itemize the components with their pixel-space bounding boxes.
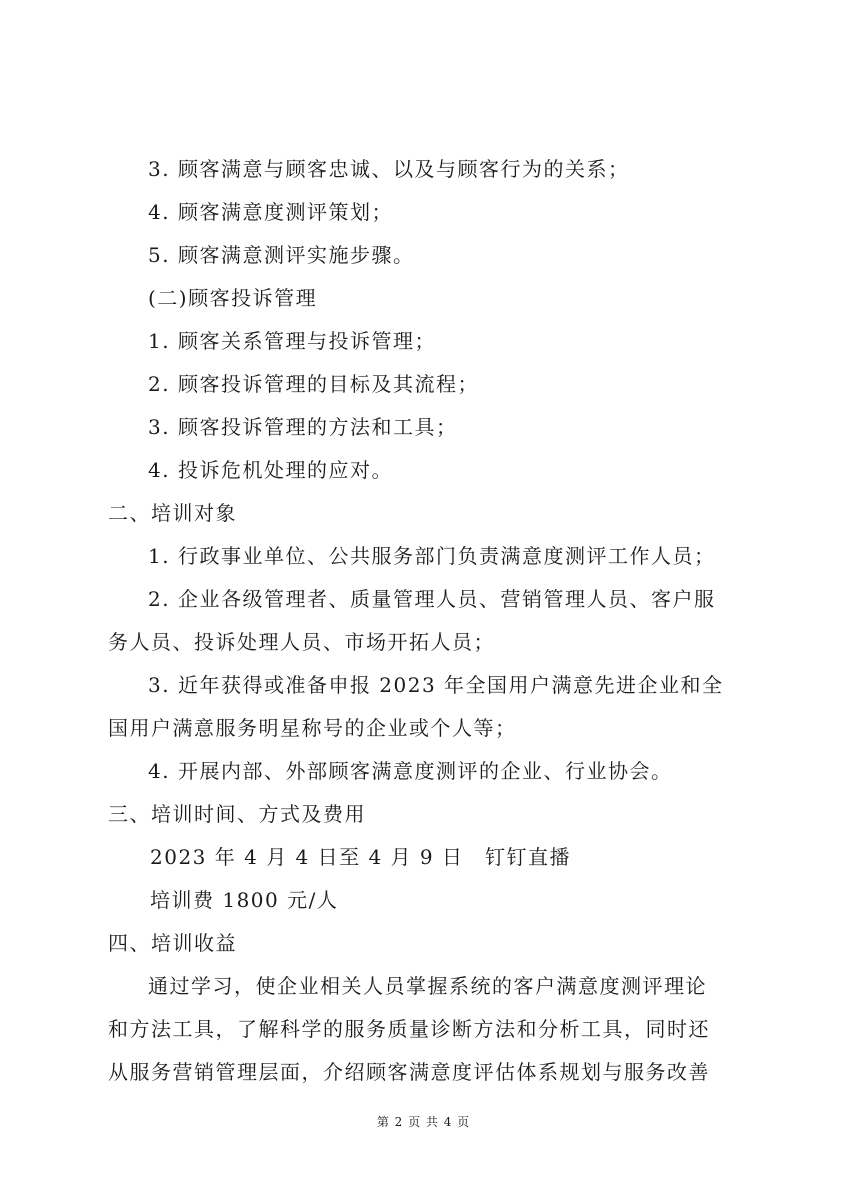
list-item-4-crisis-handling: 4. 投诉危机处理的应对。	[148, 458, 393, 482]
page-number-footer: 第 2 页 共 4 页	[376, 1115, 471, 1129]
benefits-paragraph-line-2: 和方法工具，了解科学的服务质量诊断方法和分析工具，同时还	[108, 1017, 710, 1041]
list-item-5-survey-steps: 5. 顾客满意测评实施步骤。	[148, 243, 415, 267]
section-heading-training-benefits: 四、培训收益	[108, 931, 237, 955]
list-item-2-complaint-goals: 2. 顾客投诉管理的目标及其流程；	[148, 372, 479, 396]
list-item-3-satisfaction-loyalty: 3. 顾客满意与顾客忠诚、以及与顾客行为的关系；	[148, 157, 630, 181]
audience-item-1: 1. 行政事业单位、公共服务部门负责满意度测评工作人员；	[148, 544, 716, 568]
benefits-paragraph-line-3: 从服务营销管理层面，介绍顾客满意度评估体系规划与服务改善	[108, 1060, 710, 1084]
audience-item-4: 4. 开展内部、外部顾客满意度测评的企业、行业协会。	[148, 759, 673, 783]
audience-item-3: 3. 近年获得或准备申报 2023 年全国用户满意先进企业和全	[148, 673, 724, 697]
audience-item-2-continued: 务人员、投诉处理人员、市场开拓人员；	[108, 630, 495, 654]
section-heading-training-audience: 二、培训对象	[108, 501, 237, 525]
audience-item-2: 2. 企业各级管理者、质量管理人员、营销管理人员、客户服	[148, 587, 716, 611]
subsection-heading-complaint-management: (二)顾客投诉管理	[148, 286, 318, 310]
audience-item-3-continued: 国用户满意服务明星称号的企业或个人等；	[108, 716, 517, 740]
training-fee: 培训费 1800 元/人	[150, 888, 339, 912]
list-item-1-relationship-management: 1. 顾客关系管理与投诉管理；	[148, 329, 436, 353]
section-heading-time-method-fee: 三、培训时间、方式及费用	[108, 802, 366, 826]
list-item-3-complaint-tools: 3. 顾客投诉管理的方法和工具；	[148, 415, 458, 439]
benefits-paragraph-line-1: 通过学习，使企业相关人员掌握系统的客户满意度测评理论	[148, 974, 707, 998]
training-date-method: 2023 年 4 月 4 日至 4 月 9 日 钉钉直播	[150, 845, 572, 869]
list-item-4-survey-planning: 4. 顾客满意度测评策划；	[148, 200, 393, 224]
